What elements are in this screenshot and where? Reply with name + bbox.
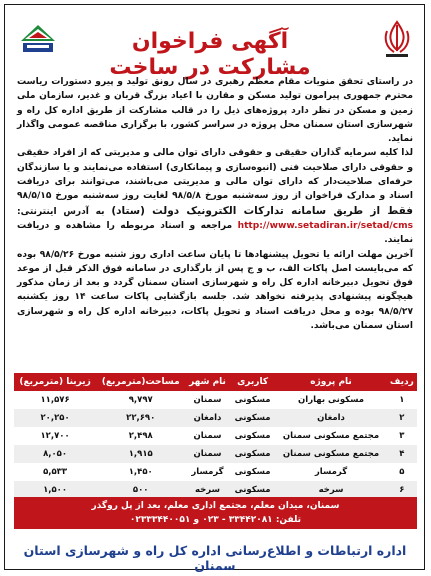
cell-area: ۱,۴۵۰ [96, 463, 185, 481]
address-line: سمنان، میدان معلم، مجتمع اداری معلم، بعد از پل روگذر [91, 501, 340, 511]
cell-city: گرمسار [185, 463, 229, 481]
cell-usage: مسکونی [230, 409, 276, 427]
header-area: مساحت(مترمربع) [96, 373, 185, 391]
paragraph-conditions [17, 146, 413, 247]
cell-usage: مسکونی [230, 481, 276, 499]
cell-usage: مسکونی [230, 391, 276, 409]
cell-area: ۱,۹۱۵ [96, 445, 185, 463]
header-usage: کاربری [230, 373, 276, 391]
cell-city: سرخه [185, 481, 229, 499]
cell-row-number: ۵ [387, 463, 417, 481]
table-row [14, 427, 417, 445]
cell-project-name: گرمسار [275, 463, 386, 481]
cell-row-number: ۱ [387, 391, 417, 409]
cell-project-name: مجتمع مسکونی سمنان [275, 427, 386, 445]
announcement-body [17, 75, 413, 333]
advertisement-frame [4, 4, 425, 573]
table-row [14, 409, 417, 427]
header-project-name: نام پروژه [275, 373, 386, 391]
header-row-number: ردیف [387, 373, 417, 391]
cell-built-area: ۲۰,۲۵۰ [14, 409, 96, 427]
projects-table [14, 373, 417, 499]
table-row [14, 463, 417, 481]
phone-line: تلفن: ۳۳۴۴۲۰۸۱ - ۰۲۳ و ۰۲۳۳۳۴۴۰۰۵۱ [129, 515, 302, 525]
paragraph-conditions-part2: به آدرس اینترنتی: [17, 206, 105, 217]
address-bar [14, 497, 417, 529]
cell-city: سمنان [185, 391, 229, 409]
cell-row-number: ۲ [387, 409, 417, 427]
cell-area: ۲۲,۶۹۰ [96, 409, 185, 427]
cell-built-area: ۸,۰۵۰ [14, 445, 96, 463]
cell-usage: مسکونی [230, 445, 276, 463]
cell-usage: مسکونی [230, 463, 276, 481]
cell-built-area: ۱۱,۵۷۶ [14, 391, 96, 409]
paragraph-deadline: آخرین مهلت ارائه یا تحویل پیشنهادها تا پایان ساعت اداری روز شنبه مورخ ۹۸/۵/۲۶ بوده که می‌بایست اصل پاکات الف، ب و ج پس از بارگذاری در سامانه فوق الذکر قبل از موعد فوق تحویل دبیرخانه اداره کل راه و شهرسازی استان سمنان گردد و بعد از زمان مذکور هیچگونه پیشنهادی پذیرفته نخواهد شد. جلسه بازگشایی پاکات ساعت ۱۴ روز یکشنبه ۹۸/۵/۲۷ بوده و محل دریافت اسناد و تحویل پاکات، دبیرخانه اداره کل راه و شهرسازی استان سمنان می‌باشد. [17, 249, 413, 332]
cell-built-area: ۵,۵۳۳ [14, 463, 96, 481]
cell-project-name: مجتمع مسکونی سمنان [275, 445, 386, 463]
paragraph-intro: در راستای تحقق منویات مقام معظم رهبری در سال رونق تولید و پیرو دستورات ریاست محترم جمهوری پیرامون تولید مسکن و مقارن با اعیاد بزرگ قربان و غدیر، سازمان ملی زمین و مسکن در نظر دارد پروژه‌های ذیل را در قالب مشارکت از طریق اداره کل راه و شهرسازی استان سمنان محل پروژه در سراسر کشور، با برگزاری مناقصه عمومی واگذار نماید. [17, 77, 413, 145]
cell-area: ۵۰۰ [96, 481, 185, 499]
header [5, 5, 424, 80]
paragraph-conditions-part1: لذا کلیه سرمایه گذاران حقیقی و حقوقی دارای توان مالی و مدیریتی که از افراد حقیقی و حقوقی دارای صلاحیت فنی (انبوه‌سازی و پیمانکاری) استفاده می‌نمایند و یا سازندگان حرفه‌ای صلاحیت‌دار که دارای توان مالی و مدیریتی می‌باشند، می‌توانند برای دریافت اسناد و مدارک فراخوان از روز سه‌شنبه مورخ ۹۸/۵/۸ لغایت روز سه‌شنبه مورخ ۹۸/۵/۱۵ [17, 148, 413, 202]
projects-table-wrapper [14, 373, 417, 499]
iran-emblem-icon [380, 19, 414, 59]
cell-row-number: ۴ [387, 445, 417, 463]
cell-project-name: دامغان [275, 409, 386, 427]
cell-city: سمنان [185, 445, 229, 463]
cell-project-name: مسکونی بهاران [275, 391, 386, 409]
table-row [14, 445, 417, 463]
cell-built-area: ۱,۵۰۰ [14, 481, 96, 499]
setad-url-link[interactable]: http://www.setadiran.ir/setad/cms [237, 220, 413, 231]
setad-highlight: فقط از طریق سامانه تدارکات الکترونیک دولت (ستاد) [111, 204, 414, 217]
header-built-area: زیربنا (مترمربع) [14, 373, 96, 391]
cell-row-number: ۳ [387, 427, 417, 445]
cell-built-area: ۱۲,۷۰۰ [14, 427, 96, 445]
cell-city: سمنان [185, 427, 229, 445]
table-row [14, 391, 417, 409]
footer-department: اداره ارتباطات و اطلاع‌رسانی اداره کل راه و شهرسازی استان سمنان [23, 543, 407, 573]
table-header-row [14, 373, 417, 391]
cell-area: ۲,۴۹۸ [96, 427, 185, 445]
page-title: آگهی فراخوان مشارکت در ساخت [109, 29, 311, 80]
header-city: نام شهر [185, 373, 229, 391]
cell-usage: مسکونی [230, 427, 276, 445]
cell-city: دامغان [185, 409, 229, 427]
table-body [14, 391, 417, 499]
housing-organization-logo-icon [19, 19, 57, 55]
cell-project-name: سرخه [275, 481, 386, 499]
cell-row-number: ۶ [387, 481, 417, 499]
paragraph-conditions-part3: مراجعه و اسناد مربوطه را مشاهده و دریافت نمایند. [17, 220, 413, 246]
cell-area: ۹,۷۹۷ [96, 391, 185, 409]
